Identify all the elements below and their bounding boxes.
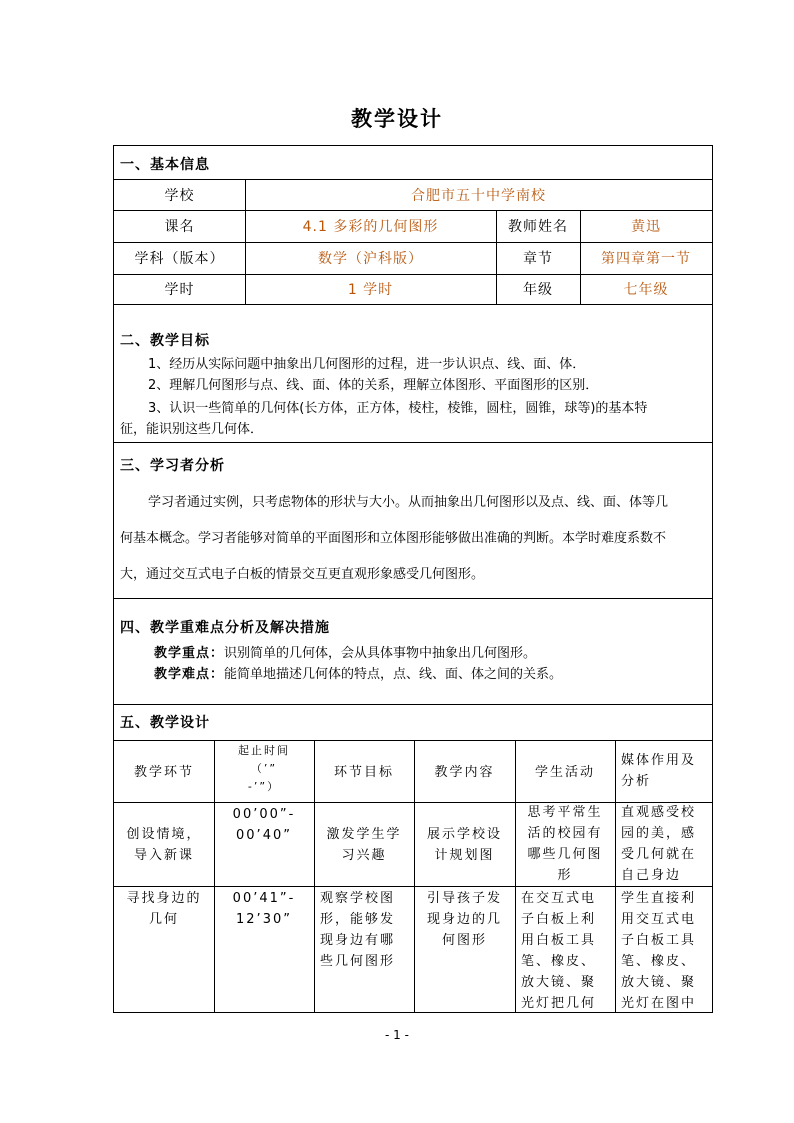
- row1-media: 直观感受校 园的美，感 受几何就在 自己身边: [621, 805, 697, 883]
- row2-activity: 在交互式电 子白板上利 用白板工具 笔、橡皮、 放大镜、聚 光灯把几何: [521, 891, 597, 1011]
- row1-time: 00’00”- 00’40”: [232, 807, 296, 843]
- section-objectives-heading: 二、教学目标: [120, 333, 210, 349]
- doc-title: 教学设计: [351, 107, 443, 131]
- row2-media: 学生直接利 用交互式电 子白板工具 笔、橡皮、 放大镜、聚 光灯在图中: [621, 891, 697, 1011]
- key-point-text: 识别简单的几何体，会从具体事物中抽象出几何图形。: [224, 646, 537, 661]
- objective-2: 2、理解几何图形与点、线、面、体的关系，理解立体图形、平面图形的区别．: [148, 378, 599, 393]
- lesson-table: [113, 145, 713, 1013]
- difficult-point-label: 教学难点：: [154, 667, 225, 682]
- col-header-stage: 教学环节: [133, 765, 194, 780]
- row1-activity: 思考平常生 活的校园有 哪些几何图 形: [527, 805, 603, 883]
- section-learner-heading: 三、学习者分析: [120, 458, 225, 474]
- learner-line-3: 大，通过交互式电子白板的情景交互更直观形象感受几何图形。: [120, 567, 485, 582]
- col-header-activity: 学生活动: [534, 765, 595, 780]
- col-header-content: 教学内容: [434, 765, 495, 780]
- row2-stage: 寻找身边的 几何: [126, 891, 202, 927]
- label-school: 学校: [164, 187, 195, 204]
- key-point: [154, 644, 710, 664]
- row2-content: 引导孩子发 现身边的几 何图形: [426, 891, 502, 948]
- col-header-goal: 环节目标: [333, 765, 394, 780]
- difficult-point: [154, 665, 710, 685]
- section-basic-info-heading: 一、基本信息: [120, 157, 210, 173]
- value-grade: 七年级: [623, 282, 669, 298]
- difficult-point-text: 能简单地描述几何体的特点，点、线、面、体之间的关系。: [224, 667, 563, 682]
- label-subject: 学科（版本）: [134, 251, 225, 267]
- label-teacher: 教师姓名: [508, 219, 568, 235]
- value-subject: 数学（沪科版）: [318, 251, 423, 267]
- objective-3-cont: 征，能识别这些几何体．: [120, 422, 264, 437]
- section-keypoints-heading: 四、教学重难点分析及解决措施: [120, 620, 330, 636]
- label-hours: 学时: [164, 282, 195, 298]
- section-design-heading: 五、教学设计: [120, 715, 210, 731]
- value-chapter: 第四章第一节: [601, 251, 691, 267]
- col-header-time: 起止时间 （’” -’”）: [238, 744, 290, 793]
- value-hours: 1 学时: [347, 282, 394, 298]
- col-header-media: 媒体作用及 分析: [621, 753, 697, 789]
- row1-stage: 创设情境， 导入新课: [126, 827, 202, 863]
- page-number: - 1 -: [385, 1028, 409, 1042]
- row1-goal: 激发学生学 习兴趣: [326, 827, 402, 863]
- label-grade: 年级: [523, 282, 553, 298]
- objective-3: 3、认识一些简单的几何体(长方体，正方体，棱柱，棱锥，圆柱，圆锥，球等)的基本特: [148, 401, 648, 416]
- value-teacher: 黄迅: [631, 219, 661, 235]
- learner-line-2: 何基本概念。学习者能够对简单的平面图形和立体图形能够做出准确的判断。本学时难度系数不: [120, 531, 667, 546]
- label-chapter: 章节: [523, 251, 553, 267]
- objective-1: 1、经历从实际问题中抽象出几何图形的过程，进一步认识点、线、面、体．: [148, 357, 586, 372]
- learner-line-1: 学习者通过实例，只考虑物体的形状与大小。从而抽象出几何图形以及点、线、面、体等几: [148, 495, 669, 510]
- row2-goal: 观察学校图 形，能够发 现身边有哪 些几何图形: [320, 891, 396, 969]
- row2-time: 00’41”- 12’30”: [232, 891, 296, 927]
- value-school: 合肥市五十中学南校: [411, 187, 546, 204]
- label-course: 课名: [164, 219, 195, 235]
- key-point-label: 教学重点：: [154, 646, 225, 661]
- row1-content: 展示学校设 计规划图: [426, 827, 502, 863]
- value-course: 4.1 多彩的几何图形: [302, 219, 439, 235]
